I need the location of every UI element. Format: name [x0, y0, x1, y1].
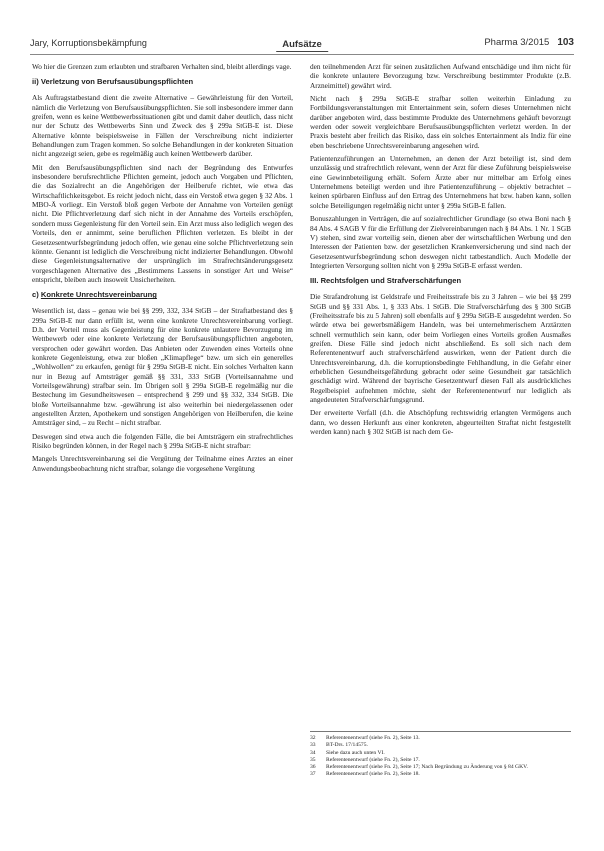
body-paragraph: Patientenzuführungen an Unternehmen, an denen der Arzt beteiligt ist, sind dem unzulässig und strafrechtlich relevant, wenn der Arzt für diese Zuführung beispielsweise eine Gewinnbeteiligung erhält. Sofern Ärzte aber nur mittelbar am Erfolg eines Unternehmens beteiligt werden und ihre Patientenzuführung – objektiv betrachtet – keinen spürbaren Einfluss auf den Ertrag des Unternehmens hat bzw. haben kann, sollen solche Beteiligungen regelmäßig nicht unter § 299a StGB-E fallen.	[310, 154, 571, 210]
body-paragraph: Mangels Unrechtsvereinbarung sei die Vergütung der Teilnahme eines Arztes an einer Anwendungsbeobachtung nicht strafbar, solange die vorgesehene Vergütung	[32, 454, 293, 473]
footnote-text: BT-Drs. 17/14575.	[326, 742, 368, 749]
journal-info	[484, 37, 574, 48]
footnote	[310, 771, 571, 778]
body-paragraph: Wesentlich ist, dass – genau wie bei §§ 299, 332, 334 StGB – der Straftatbestand des § 299a StGB-E nur dann erfüllt ist, wenn eine konkrete Unrechtsvereinbarung vorliegt. D.h. der Vorteil muss als Gegenleistung für eine konkrete unlautere Bevorzugung im Wettbewerb oder eine konkrete Verletzung der Berufsausübungspflichten angeboten, versprochen oder gewährt worden. Das Anbieten oder Zuwenden eines Vorteils ohne konkrete Gegenleistung, etwa zur bloßen „Klimapflege“ bzw. um sich ein generelles „Wohlwollen“ zu erkaufen, genügt für § 299a StGB-E nicht. Ein solches Verhalten kann nur in Bezug auf Amtsträger gemäß §§ 331, 333 StGB (Vorteilsannahme und Vorteilsgewährung) strafbar sein. Im Übrigen soll § 299a StGB-E regelmäßig nur die Bestechung im Gesundheitswesen – entsprechend § 299 und §§ 332, 334 StGB. Die bloße Vorteilsannahme bzw. -gewährung ist also weiterhin bei niedergelassenen oder angestellten Ärzten, Apothekern und sonstigen Angehörigen von Heilberufen, die keine Amtsträger sind, – zu Recht – nicht strafbar.	[32, 306, 293, 428]
left-column	[32, 62, 293, 477]
journal-issue: Pharma 3/2015	[484, 37, 550, 48]
footnote-text: Referentenentwurf (siehe Fn. 2), Seite 18.	[326, 771, 420, 778]
section-number: ii)	[32, 77, 39, 87]
footnote-number: 36	[310, 764, 316, 771]
section-title: Konkrete Unrechtsvereinbarung	[40, 290, 157, 300]
section-title: Rechtsfolgen und Strafverschärfungen	[320, 276, 462, 286]
footnote-text: Referentenentwurf (siehe Fn. 2), Seite 17.	[326, 756, 420, 763]
section-label: Aufsätze	[276, 39, 328, 52]
body-paragraph: Nicht nach § 299a StGB-E strafbar sollen weiterhin Einladung zu Fortbildungsveranstaltungen mit Entertainment sein, sofern dieses Unternehmen nicht darüber angeboten wird, dass bestimmte Produkte des Unternehmens gehäuft bevorzugt werden oder soweit vergleichbare Berufsausübungspflichten verletzt werden. In der Praxis besteht aber freilich das Risiko, dass ein solches Entertainment als Indiz für eine eben beschriebene Unrechtsvereinbarung angesehen wird.	[310, 94, 571, 150]
footnote-number: 35	[310, 756, 316, 763]
footnote	[310, 742, 571, 749]
footnote-number: 34	[310, 749, 316, 756]
footnote-number: 32	[310, 735, 316, 741]
body-paragraph: Wo hier die Grenzen zum erlaubten und strafbaren Verhalten sind, bleibt allerdings vage.	[32, 62, 292, 71]
section-number: III.	[310, 276, 319, 286]
section-heading	[32, 290, 293, 300]
body-paragraph: Die Strafandrohung ist Geldstrafe und Freiheitsstrafe bis zu 3 Jahren – wie bei §§ 299 StGB und §§ 331 Abs. 1, § 333 Abs. 1 StGB. Die Strafverschärfung des § 300 StGB (Freiheitsstrafe bis zu 5 Jahren) soll ebenfalls auf § 299a StGB-E ausgedehnt werden. So würde etwa bei gewerbsmäßigem Handeln, was bei unternehmerischem Arztärzten schnell vermuthlich sein kann, oder beim Vorliegen eines Vorteils großen Ausmaßes greifen. Diese Fälle sind jedoch nicht abschließend. Es soll sich nach dem Referentenentwurf auch strafverschärfend auswirken, wenn der Patient durch die Unrechtsvereinbarung, d.h. die korruptionsbedingte Fehlhandlung, in die Gefahr einer erheblichen Gesundheitsgefährdung gebracht oder seine Gesundheit gar tatsächlich geschädigt wird. Während der bayrische Gesetzentwurf diesen Fall als ausdrückliches Regelbeispiel aufnehmen möchte, sieht der Referentenentwurf nur lediglich als angedeuteten Strafverschärfungsgrund.	[310, 292, 571, 404]
header-rule	[30, 54, 574, 55]
right-column	[310, 62, 571, 440]
footnote-text: Siehe dazu auch unten VI.	[326, 749, 385, 756]
section-number: c)	[32, 290, 39, 300]
body-paragraph: Der erweiterte Verfall (d.h. die Abschöpfung rechtswidrig erlangten Vermögens auch dann, wo dessen Herkunft aus einer konkreten, abgeurteilten Straftat nicht festgestellt werden kann) nach § 302 StGB ist nach dem Ge-	[310, 408, 571, 437]
footnote-number: 37	[310, 771, 316, 778]
footnotes	[310, 731, 571, 779]
footnote-text: Referentenentwurf (siehe Fn. 2), Seite 13.	[326, 735, 420, 741]
body-paragraph: Mit den Berufsausübungspflichten sind nach der Begründung des Entwurfes insbesondere berufsrechtliche Pflichten gemeint, jedoch auch Vorgaben und Pflichten, die das Sozialrecht an die Angehörigen der Heilberufe richtet, wie etwa das Wirtschaftlichkeitsgebot. Es reicht jedoch nicht, dass ein Verstoß etwa gegen § 32 Abs. 1 MBO-Ä vorliegt. Ein Verstoß bloß gegen Verbote der Annahme von Vorteilen genügt nicht. Die Pflichtverletzung darf sich nicht in der Annahme des Vorteils erschöpfen, sondern muss Gegenleistung für den Vorteil sein. Ein Arzt muss also lediglich wegen des Vorteils, den er annimmt, seine beruflichen Pflichten verletzen. Es bleibt in der Gesetzesentwurfsbegründung jedoch offen, wie genau eine solche Pflichtverletzung sein könnte. Genannt ist lediglich die Verschreibung nicht indizierter Behandlungen. Obwohl diese Gegenleistungsalternative der ursprünglich im Strafrechtsänderungsgesetz vorgeschlagenen Alternative des „Bestimmens Lassens in sonstiger Art und Weise“ entspricht, bleiben auch insoweit Unsicherheiten.	[32, 162, 293, 284]
section-title: Verletzung von Berufsausübungspflichten	[40, 77, 194, 87]
body-paragraph: den teilnehmenden Arzt für seinen zusätzlichen Aufwand entschädige und ihm nicht für die konkrete unlautere Bevorzugung bzw. Verschreibung bestimmter Produkte (z.B. Arzneimittel) gewährt wird.	[310, 62, 571, 90]
section-heading	[32, 77, 293, 87]
running-header	[30, 36, 574, 52]
footnote-number: 33	[310, 742, 316, 749]
footnote	[310, 735, 571, 742]
body-paragraph: Deswegen sind etwa auch die folgenden Fälle, die bei Amtsträgern ein strafrechtliches Risiko begründen können, in der Regel nach § 299a StGB-E nicht strafbar:	[32, 431, 293, 451]
footnote	[310, 750, 571, 757]
running-title: Jary, Korruptionsbekämpfung	[30, 38, 147, 48]
body-paragraph: Als Auftragstatbestand dient die zweite Alternative – Gewährleistung für den Vorteil, nämlich die Verletzung von Berufsausübungspflichten. Sie soll insbesondere immer dann greifen, wenn es keine Wettbewerbssituationen gibt und damit daher deutlich, dass nicht nur der Schutz des Wettbewerbs Sinn und Zweck des § 299a StGB-E ist. Diese Alternative könnte beispielsweise in Fällen der Verschreibung nicht indizierter Behandlungen zum Tragen kommen. So solche Behandlungen in der konkreten Situation nicht angezeigt seien, gebe es regelmäßig auch keinen Wettbewerb darüber.	[32, 93, 293, 159]
body-paragraph: Bonuszahlungen in Verträgen, die auf sozialrechtlicher Grundlage (so etwa Boni nach § 84 Abs. 4 SAGB V für die Erfüllung der Zielvereinbarungen nach § 84 Abs. 1 Nr. 1 SGB V) stehen, sind zwar vorteilig sein, dienen aber der wirtschaftlichen Werbung und den Interessen der Patienten bzw. der gesetzlichen Krankenversicherung und sind nach der Gesetzesentwurfsbegründung schon deswegen nicht tatbestandlich. Auch Modelle der Integrierten Versorgung sollten nicht von § 299a StGB-E erfasst werden.	[310, 214, 571, 270]
page-number: 103	[557, 37, 574, 48]
footnote-text: Referentenentwurf (siehe Fn. 2), Seite 17; Nach Begründung zu Änderung von § 84 GKV.	[326, 764, 528, 771]
section-heading	[310, 276, 571, 286]
